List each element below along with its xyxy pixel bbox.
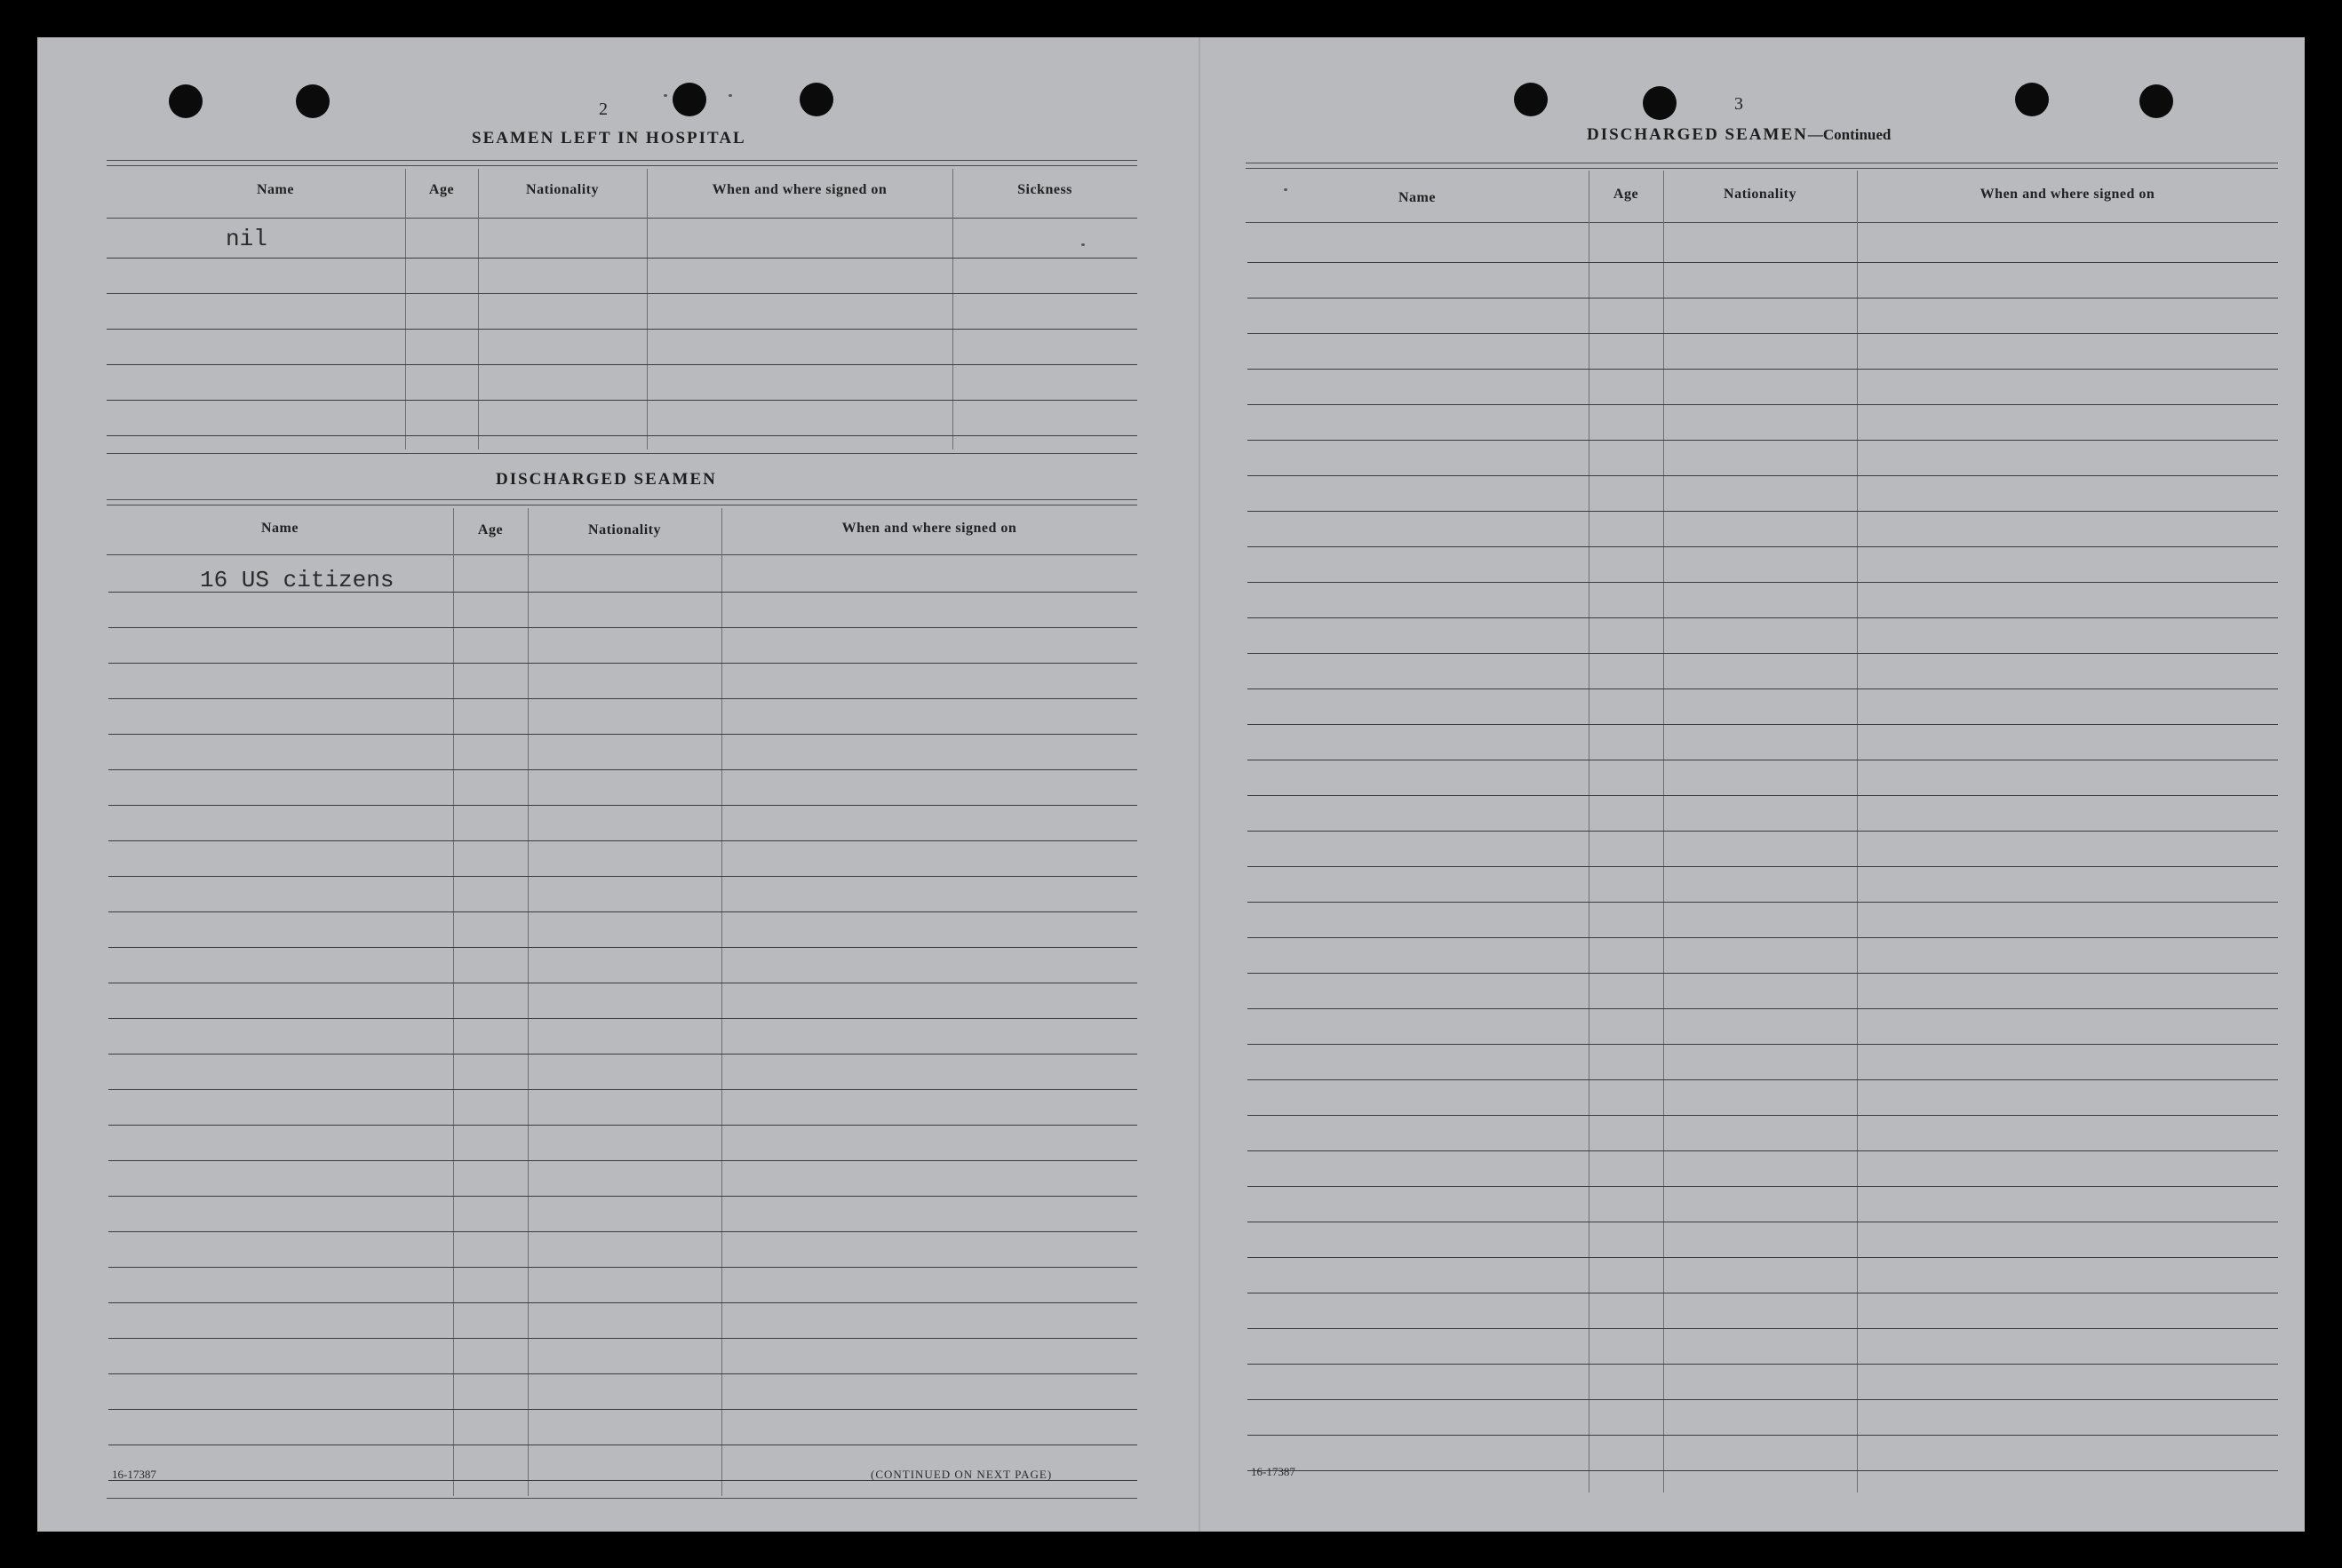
hospital-col-divider [405,169,406,450]
right-col-age: Age [1613,187,1639,202]
hospital-header-bottom-rule [107,218,1137,219]
ruled-row-line [1247,831,2278,832]
discharged-col-divider [721,508,722,1496]
ruled-row-line [1247,866,2278,867]
ruled-row-line [107,400,1137,401]
document-sheet [37,37,2305,1532]
hospital-col-sickness: Sickness [1017,182,1072,197]
ruled-row-line [107,258,1137,259]
discharged-col-divider [453,508,454,1496]
ruled-row-line [1247,1115,2278,1116]
hospital-top-rule [107,160,1137,161]
form-number-right: 16-17387 [1251,1465,1295,1478]
page-number-left: 2 [599,99,608,119]
paper-speck [729,94,732,97]
ruled-row-line [1247,440,2278,441]
ruled-row-line [1247,1470,2278,1471]
ruled-row-line [1247,369,2278,370]
hospital-col-divider [952,169,953,450]
discharged-header-bottom-rule [107,554,1137,555]
punch-hole [2015,83,2049,116]
right-col-name: Name [1398,190,1436,205]
page-number-right: 3 [1734,94,1743,114]
ruled-row-line [1247,1186,2278,1187]
hospital-col-signed-on: When and where signed on [712,182,888,197]
right-header-bottom-rule [1246,222,2278,223]
discharged-col-age: Age [477,522,504,537]
ruled-row-line [1247,511,2278,512]
hospital-section-title: SEAMEN LEFT IN HOSPITAL [472,129,746,147]
ruled-row-line [107,293,1137,294]
ruled-row-line [108,947,1137,948]
ruled-row-line [1247,1044,2278,1045]
right-col-nationality: Nationality [1724,187,1796,202]
hospital-bottom-rule [107,453,1137,454]
continued-note: (CONTINUED ON NEXT PAGE) [871,1468,1053,1481]
punch-hole [169,84,203,118]
ruled-row-line [108,698,1137,699]
discharged-col-signed-on: When and where signed on [841,521,1017,536]
ruled-row-line [1247,475,2278,476]
discharged-col-divider [528,508,529,1496]
ruled-row-line [108,1302,1137,1303]
ruled-row-line [1247,262,2278,263]
ruled-row-line [1247,937,2278,938]
ruled-row-line [108,911,1137,912]
ruled-row-line [1247,404,2278,405]
ruled-row-line [107,364,1137,365]
hospital-top-rule-2 [107,165,1137,166]
punch-hole [1514,83,1548,116]
ruled-row-line [108,1231,1137,1232]
ruled-row-line [107,435,1137,436]
ruled-row-line [1247,617,2278,618]
right-col-signed-on: When and where signed on [1980,187,2155,202]
ruled-row-line [1247,546,2278,547]
ruled-row-line [1247,333,2278,334]
ruled-row-line [1247,688,2278,689]
ruled-row-line [108,627,1137,628]
right-top-rule-2 [1246,168,2278,169]
ruled-row-line [108,734,1137,735]
discharged-top-rule [107,499,1137,500]
ruled-row-line [108,1125,1137,1126]
continued-title-main: DISCHARGED SEAMEN [1587,125,1808,144]
ruled-row-line [1247,1257,2278,1258]
form-number-left: 16-17387 [112,1468,156,1481]
ruled-row-line [108,1089,1137,1090]
hospital-entry-text: nil [226,226,267,252]
ruled-row-line [1247,1399,2278,1400]
ruled-row-line [1247,724,2278,725]
ruled-row-line [1247,1328,2278,1329]
continued-title-suffix: —Continued [1807,126,1892,143]
ruled-row-line [108,1267,1137,1268]
ruled-row-line [108,1338,1137,1339]
page-fold [1199,37,1200,1532]
ruled-row-line [1247,582,2278,583]
ruled-row-line [1247,1079,2278,1080]
ruled-row-line [108,1409,1137,1410]
ruled-row-line [108,663,1137,664]
ruled-row-line [1247,1150,2278,1151]
punch-hole [1643,86,1677,120]
hospital-col-divider [647,169,648,450]
ruled-row-line [108,1196,1137,1197]
discharged-col-nationality: Nationality [588,522,661,537]
discharged-section-title: DISCHARGED SEAMEN [496,470,717,489]
hospital-col-name: Name [257,182,294,197]
discharged-bottom-rule [107,1498,1137,1499]
ruled-row-line [1247,1364,2278,1365]
ruled-row-line [108,1373,1137,1374]
ruled-row-line [1247,973,2278,974]
ruled-row-line [108,1018,1137,1019]
ruled-row-line [108,876,1137,877]
ruled-row-line [108,1054,1137,1055]
ruled-row-line [108,769,1137,770]
ruled-row-line [1247,795,2278,796]
ruled-row-line [108,805,1137,806]
ruled-row-line [107,329,1137,330]
ruled-row-line [1247,1008,2278,1009]
ruled-row-line [1247,902,2278,903]
paper-speck [1284,188,1287,191]
hospital-col-nationality: Nationality [526,182,599,197]
punch-hole [2139,84,2173,118]
ruled-row-line [108,1160,1137,1161]
discharged-col-name: Name [261,521,299,536]
hospital-col-age: Age [428,182,455,197]
punch-hole [800,83,833,116]
ruled-row-line [1247,653,2278,654]
punch-hole [673,83,706,116]
punch-hole [296,84,330,118]
paper-speck [664,94,667,97]
ruled-row-line [1247,1435,2278,1436]
continued-section-title [1587,125,1891,145]
paper-speck [1081,243,1085,246]
discharged-entry-text: 16 US citizens [200,567,394,593]
hospital-col-divider [478,169,479,450]
ruled-row-line [108,840,1137,841]
